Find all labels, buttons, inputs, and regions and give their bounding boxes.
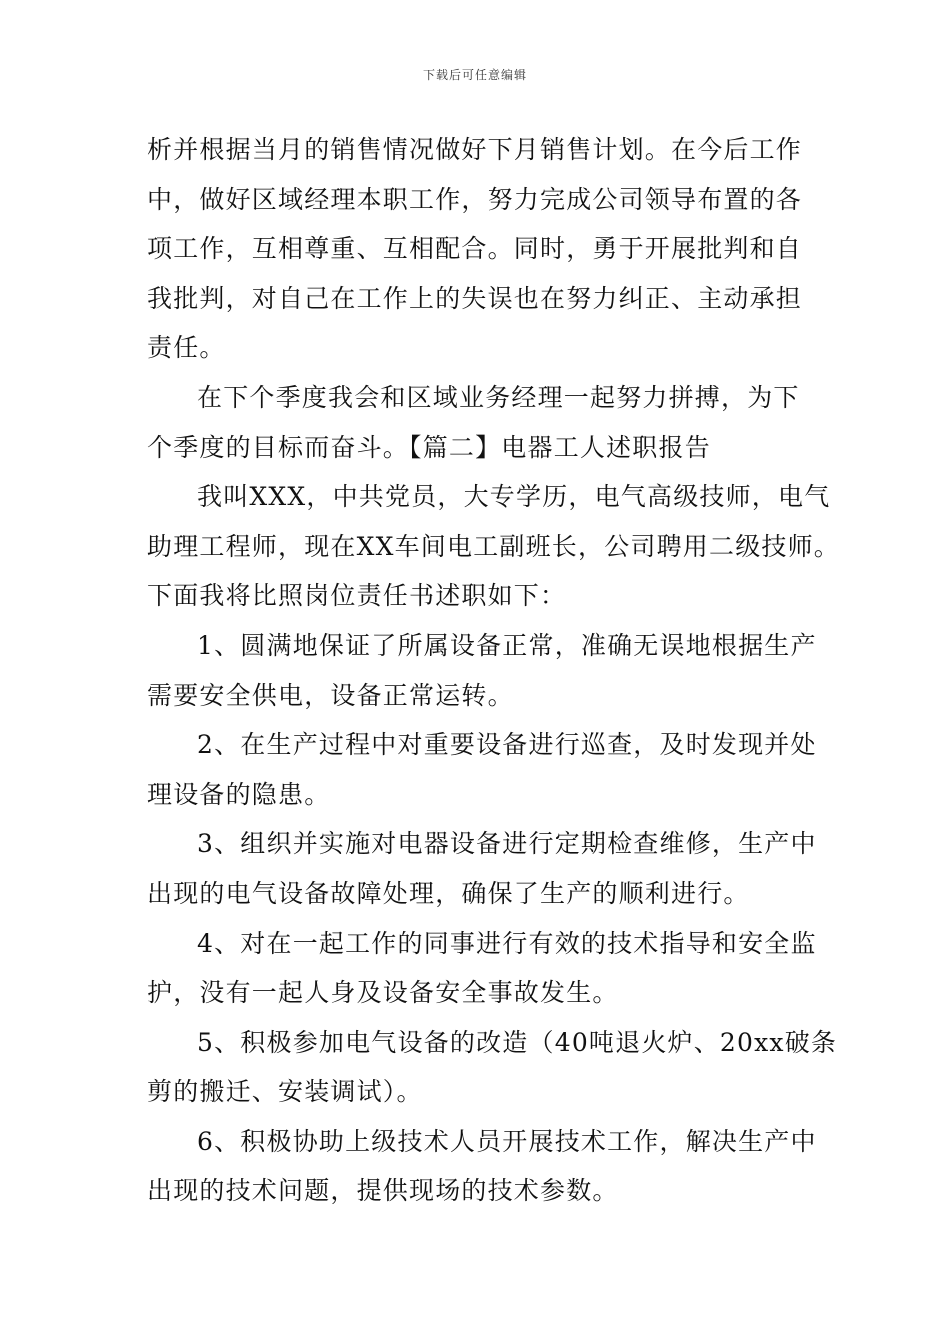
text-line: 需要安全供电，设备正常运转。 [147, 680, 514, 710]
list-item-6-line: 6、积极协助上级技术人员开展技术工作，解决生产中 [197, 1126, 817, 1156]
text-line: 个季度的目标而奋斗。【篇二】电器工人述职报告 [147, 432, 711, 462]
text-line: 助理工程师，现在XX车间电工副班长，公司聘用二级技师。 [147, 531, 840, 561]
text-line: 理设备的隐患。 [147, 779, 331, 809]
text-line: 护，没有一起人身及设备安全事故发生。 [147, 978, 619, 1008]
text-line: 项工作，互相尊重、互相配合。同时，勇于开展批判和自 [147, 234, 803, 264]
text-line: 析并根据当月的销售情况做好下月销售计划。在今后工作 [147, 135, 803, 164]
list-item-2-line: 2、在生产过程中对重要设备进行巡查，及时发现并处 [197, 730, 817, 760]
page-header-note: 下载后可任意编辑 [422, 68, 527, 82]
paragraph-first-line: 我叫XXX，中共党员，大专学历，电气高级技师，电气 [197, 482, 831, 512]
text-line: 责任。 [147, 333, 226, 363]
text-line: 下面我将比照岗位责任书述职如下： [147, 581, 567, 611]
text-line: 出现的技术问题，提供现场的技术参数。 [147, 1176, 619, 1206]
text-line: 剪的搬迁、安装调试）。 [147, 1077, 423, 1107]
list-item-4-line: 4、对在一起工作的同事进行有效的技术指导和安全监 [197, 928, 817, 958]
list-item-1-line: 1、圆满地保证了所属设备正常，准确无误地根据生产 [197, 630, 817, 660]
paragraph-first-line: 在下个季度我会和区域业务经理一起努力拼搏，为下 [197, 382, 800, 412]
list-item-5-line: 5、积极参加电气设备的改造（40吨退火炉、20xx破条 [197, 1027, 838, 1057]
text-line: 出现的电气设备故障处理，确保了生产的顺利进行。 [147, 878, 750, 908]
list-item-3-line: 3、组织并实施对电器设备进行定期检查维修，生产中 [197, 829, 817, 859]
document-body [147, 125, 840, 1216]
text-line: 我批判，对自己在工作上的失误也在努力纠正、主动承担 [147, 283, 803, 313]
text-line: 中，做好区域经理本职工作，努力完成公司领导布置的各 [147, 184, 803, 214]
